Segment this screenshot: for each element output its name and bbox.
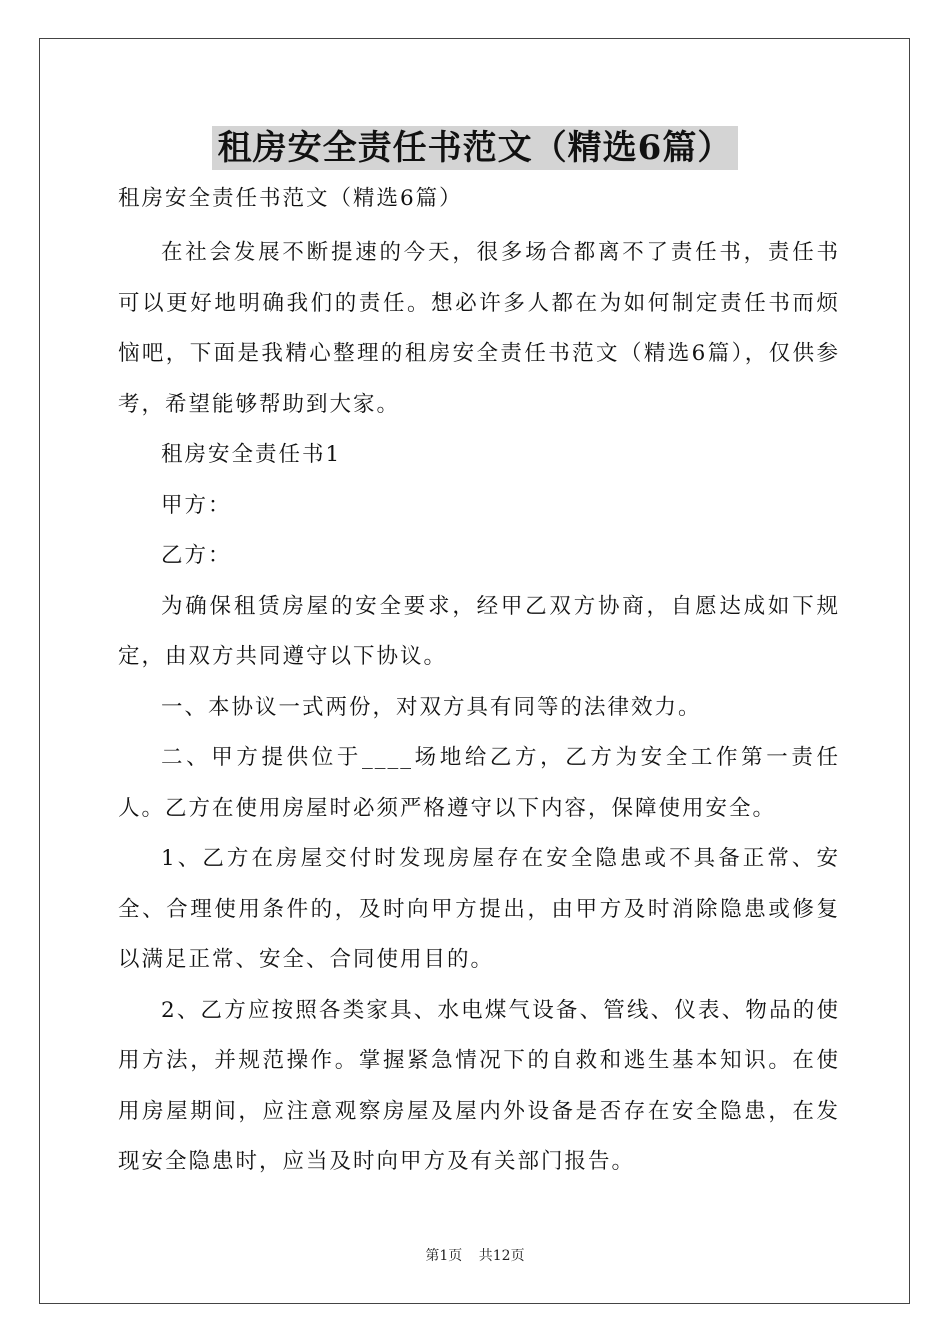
party-a-line: 甲方： <box>161 492 232 518</box>
party-b-line: 乙方： <box>161 543 232 568</box>
document-subtitle: 租房安全责任书范文（精选6篇） <box>118 186 463 211</box>
purpose-paragraph: 为确保租赁房屋的安全要求，经甲乙双方协商，自愿达成如下规定，由双方共同遵守以下协议。 <box>118 593 840 669</box>
clause-1: 一、本协议一式两份，对双方具有同等的法律效力。 <box>161 694 702 720</box>
section-heading-1: 租房安全责任书1 <box>161 442 342 467</box>
page-number: 第1页 <box>425 1248 463 1264</box>
page-footer <box>0 1245 950 1265</box>
clause-2-item-1: 1、乙方在房屋交付时发现房屋存在安全隐患或不具备正常、安全、合理使用条件的，及时向甲方提出，由甲方及时消除隐患或修复以满足正常、安全、合同使用目的。 <box>118 846 840 972</box>
title-container <box>0 126 950 170</box>
clause-2-item-2: 2、乙方应按照各类家具、水电煤气设备、管线、仪表、物品的使用方法，并规范操作。掌握紧急情况下的自救和逃生基本知识。在使用房屋期间，应注意观察房屋及屋内外设备是否存在安全隐患，在发现安全隐患时，应当及时向甲方及有关部门报告。 <box>118 997 840 1174</box>
document-body <box>118 178 840 1188</box>
document-title: 租房安全责任书范文（精选6篇） <box>212 126 739 170</box>
intro-paragraph: 在社会发展不断提速的今天，很多场合都离不了责任书，责任书可以更好地明确我们的责任。想必许多人都在为如何制定责任书而烦恼吧，下面是我精心整理的租房安全责任书范文（精选6篇），仅供参考，希望能够帮助到大家。 <box>118 240 840 417</box>
page-total: 共12页 <box>478 1248 525 1264</box>
clause-2: 二、甲方提供位于____场地给乙方，乙方为安全工作第一责任人。乙方在使用房屋时必须严格遵守以下内容，保障使用安全。 <box>118 745 840 821</box>
